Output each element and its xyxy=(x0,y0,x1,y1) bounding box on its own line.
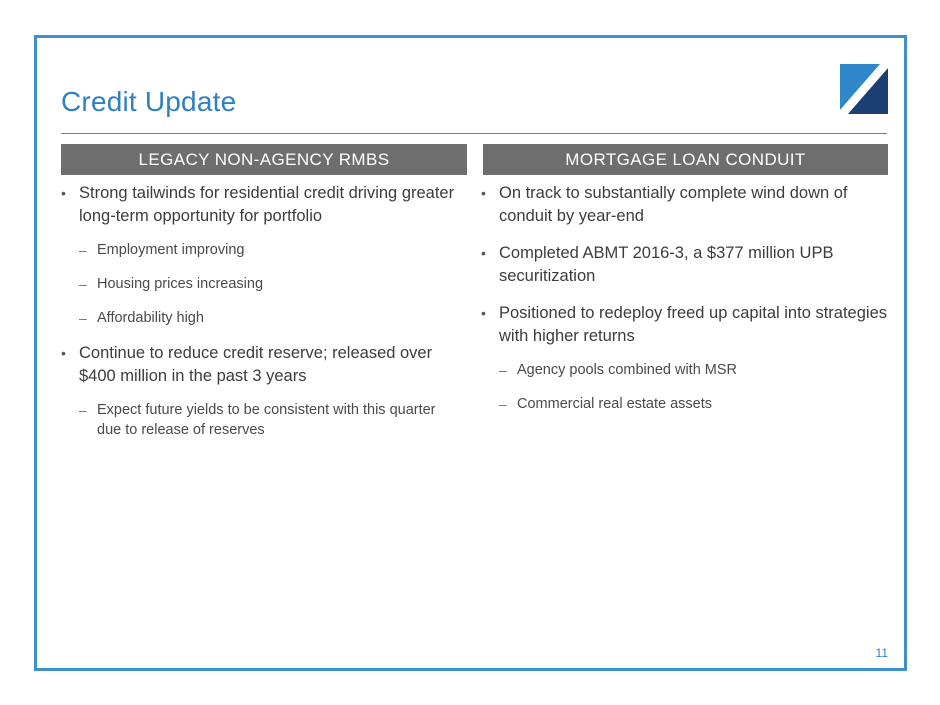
bullet-text: Completed ABMT 2016-3, a $377 million UPB securitization xyxy=(499,244,834,285)
slide-frame xyxy=(34,35,907,671)
page-number: 11 xyxy=(875,646,888,660)
sub-bullet-item xyxy=(499,360,887,380)
title-divider xyxy=(61,133,887,134)
bullet-text: On track to substantially complete wind down of conduit by year-end xyxy=(499,184,848,225)
sub-bullet-text: Affordability high xyxy=(97,310,204,326)
bullet-icon: • xyxy=(481,185,486,201)
left-column-header: LEGACY NON-AGENCY RMBS xyxy=(61,144,467,175)
dash-icon: – xyxy=(79,242,87,258)
dash-icon: – xyxy=(79,276,87,292)
bullet-icon: • xyxy=(61,345,66,361)
right-column-header: MORTGAGE LOAN CONDUIT xyxy=(483,144,888,175)
sub-bullet-item xyxy=(79,400,461,440)
bullet-text: Positioned to redeploy freed up capital into strategies with higher returns xyxy=(499,304,887,345)
left-column xyxy=(61,182,461,454)
dash-icon: – xyxy=(79,310,87,326)
bullet-item xyxy=(481,302,887,414)
company-logo-icon xyxy=(840,64,888,114)
bullet-item xyxy=(481,182,887,228)
sub-bullet-text: Commercial real estate assets xyxy=(517,396,713,412)
sub-bullet-item xyxy=(79,240,461,260)
slide-title: Credit Update xyxy=(61,86,237,117)
bullet-icon: • xyxy=(481,245,486,261)
sub-bullet-item xyxy=(79,308,461,328)
bullet-item xyxy=(481,242,887,288)
sub-bullet-item xyxy=(499,394,887,414)
right-column xyxy=(481,182,887,428)
dash-icon: – xyxy=(499,396,507,412)
dash-icon: – xyxy=(79,402,87,418)
bullet-icon: • xyxy=(481,305,486,321)
sub-bullet-text: Employment improving xyxy=(97,242,245,258)
bullet-icon: • xyxy=(61,185,66,201)
dash-icon: – xyxy=(499,362,507,378)
sub-bullet-text: Expect future yields to be consistent with this quarter due to release of reserves xyxy=(97,402,436,438)
bullet-text: Continue to reduce credit reserve; released over $400 million in the past 3 years xyxy=(79,344,433,385)
bullet-item xyxy=(61,342,461,440)
sub-bullet-text: Housing prices increasing xyxy=(97,276,264,292)
bullet-text: Strong tailwinds for residential credit driving greater long-term opportunity for portfolio xyxy=(79,184,455,225)
sub-bullet-text: Agency pools combined with MSR xyxy=(517,362,738,378)
sub-bullet-item xyxy=(79,274,461,294)
bullet-item xyxy=(61,182,461,328)
